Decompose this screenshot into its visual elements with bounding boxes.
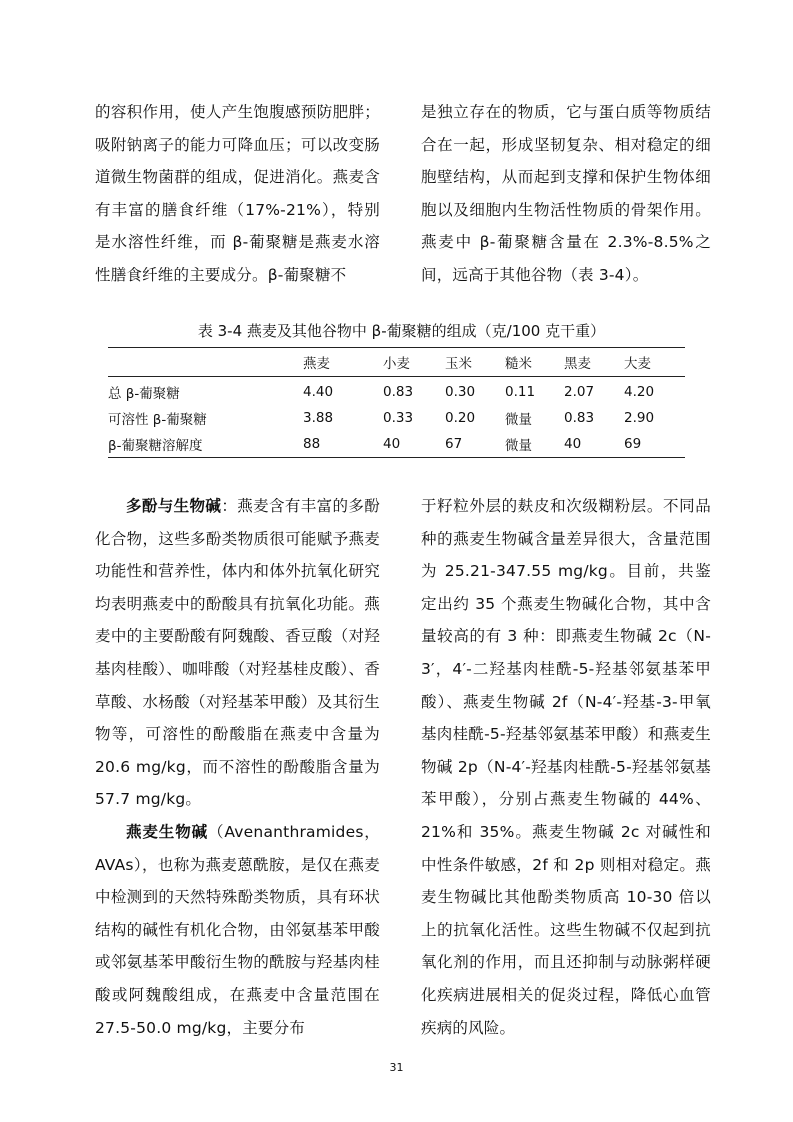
paragraph-fiber-effects: 的容积作用，使人产生饱腹感预防肥胖；吸附钠离子的能力可降血压；可以改变肠道微生物菌群的组成，促进消化。燕麦含有丰富的膳食纤维（17%-21%），特别是水溶性纤维，而 β-葡聚糖是燕麦水溶性膳食纤维的主要成分。β-葡聚糖不 [95, 103, 380, 284]
avenanthramide-heading: 燕麦生物碱 [126, 822, 209, 841]
table-row [108, 405, 685, 431]
table-cell: 0.30 [445, 384, 476, 400]
table-row-label: 可溶性 β-葡聚糖 [108, 412, 207, 428]
table-row-label: 总 β-葡聚糖 [108, 386, 180, 402]
table-row [108, 377, 685, 406]
table-cell: 0.33 [383, 410, 414, 426]
table-cell: 0.83 [383, 384, 414, 400]
table-header-cell: 黑麦 [564, 348, 624, 377]
top-right-column [421, 96, 711, 292]
polyphenol-text: ：燕麦含有丰富的多酚化合物，这些多酚类物质很可能赋予燕麦功能性和营养性，体内和体外抗氧化研究均表明燕麦中的酚酸具有抗氧化功能。燕麦中的主要酚酸有阿魏酸、香豆酸（对羟基肉桂酸）、咖啡酸（对羟基桂皮酸）、香草酸、水杨酸（对羟基苯甲酸）及其衍生物等，可溶性的酚酸脂在燕麦中含量为 20.6 mg/kg，而不溶性的酚酸脂含量为 57.7 mg/kg。 [95, 497, 380, 809]
bottom-right-column [421, 490, 711, 1044]
paragraph-polyphenols [95, 490, 380, 816]
table-caption: 表 3-4 燕麦及其他谷物中 β-葡聚糖的组成（克/100 克干重） [197, 322, 606, 340]
table-cell: 40 [383, 436, 401, 452]
table-cell: 88 [303, 436, 321, 452]
page-number: 31 [389, 1061, 404, 1074]
table-cell: 2.90 [624, 410, 655, 426]
table-header-cell: 小麦 [383, 348, 445, 377]
table-cell: 3.88 [303, 410, 334, 426]
table-cell: 69 [624, 436, 642, 452]
table-cell: 40 [564, 436, 582, 452]
table-header-cell: 玉米 [445, 348, 505, 377]
table-header-row [108, 348, 685, 377]
table-cell: 67 [445, 436, 463, 452]
bottom-left-column [95, 490, 380, 1044]
table-cell: 0.11 [505, 384, 536, 400]
table-corner-cell [108, 348, 303, 377]
table-cell: 4.40 [303, 384, 334, 400]
table-header-cell: 燕麦 [303, 348, 383, 377]
polyphenol-heading: 多酚与生物碱 [126, 497, 222, 515]
paragraph-avenanthramide-details: 于籽粒外层的麸皮和次级糊粉层。不同品种的燕麦生物碱含量差异很大，含量范围为 25.21-347.55 mg/kg。目前，共鉴定出约 35 个燕麦生物碱化合物，其中含量较高的有 3 种：即燕麦生物碱 2c（N-3′，4′-二羟基肉桂酰-5-羟基邻氨基苯甲酸）、燕麦生物碱 2f（N-4′-羟基-3-甲氧基肉桂酰-5-羟基邻氨基苯甲酸）和燕麦生物碱 2p（N-4′-羟基肉桂酰-5-羟基邻氨基苯甲酸），分别占燕麦生物碱的 44%、21%和 35%。燕麦生物碱 2c 对碱性和中性条件敏感，2f 和 2p 则相对稳定。燕麦生物碱比其他酚类物质高 10-30 倍以上的抗氧化活性。这些生物碱不仅起到抗氧化剂的作用，而且还抑制与动脉粥样硬化疾病进展相关的促炎过程，降低心血管疾病的风险。 [421, 497, 711, 1037]
table-cell: 2.07 [564, 384, 595, 400]
table-row [108, 431, 685, 458]
beta-glucan-table [108, 347, 685, 458]
table-row-label: β-葡聚糖溶解度 [108, 438, 203, 454]
table-header-cell: 大麦 [624, 348, 685, 377]
table-cell: 0.83 [564, 410, 595, 426]
table-cell: 0.20 [445, 410, 476, 426]
table-cell: 微量 [505, 438, 532, 454]
top-left-column [95, 96, 380, 292]
paragraph-avenanthramides [95, 816, 380, 1044]
paragraph-beta-glucan-structure: 是独立存在的物质，它与蛋白质等物质结合在一起，形成坚韧复杂、相对稳定的细胞壁结构，从而起到支撑和保护生物体细胞以及细胞内生物活性物质的骨架作用。燕麦中 β-葡聚糖含量在 2.3%-8.5%之间，远高于其他谷物（表 3-4）。 [421, 103, 711, 284]
table-header-cell: 糙米 [505, 348, 564, 377]
table-cell: 4.20 [624, 384, 655, 400]
table-cell: 微量 [505, 412, 532, 428]
avenanthramide-text: （Avenanthramides，AVAs），也称为燕麦蒽酰胺，是仅在燕麦中检测到的天然特殊酚类物质，具有环状结构的碱性有机化合物，由邻氨基苯甲酸或邻氨基苯甲酸衍生物的酰胺与羟基肉桂酸或阿魏酸组成，在燕麦中含量范围在 27.5-50.0 mg/kg，主要分布 [95, 822, 380, 1037]
